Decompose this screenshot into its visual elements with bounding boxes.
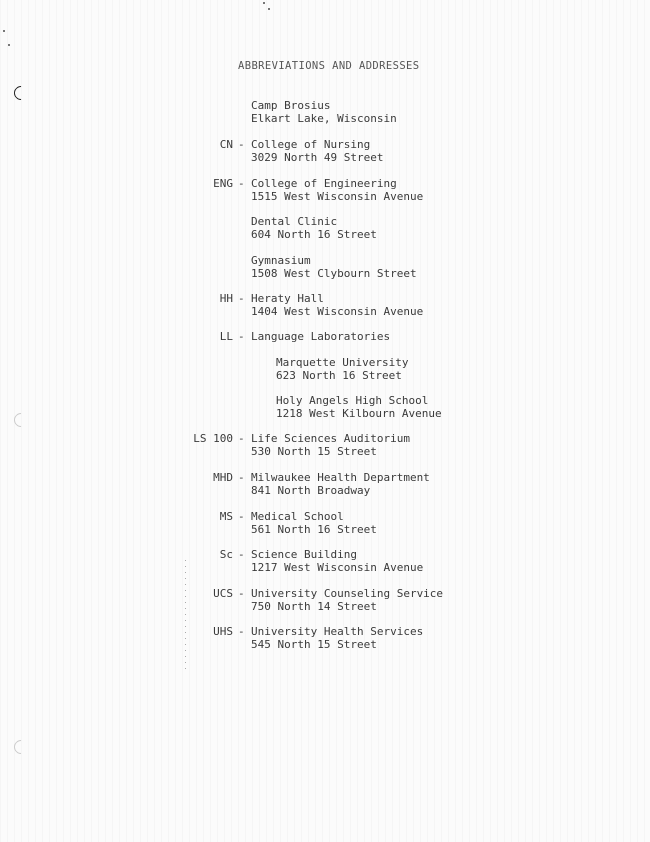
entry-name: Heraty Hall [251,292,324,305]
punch-hole-mark [11,83,31,103]
entry-dash: - [238,625,245,638]
entry-abbreviation: MS [219,510,233,523]
entry-address: Elkart Lake, Wisconsin [251,112,397,125]
entry-address: 1217 West Wisconsin Avenue [251,561,424,574]
entry-name: Marquette University [276,356,409,369]
scan-speck [268,8,270,10]
entry-abbreviation: ENG [213,177,233,190]
entry-name: Language Laboratories [251,330,391,343]
entry-address: 545 North 15 Street [251,638,377,651]
entry-address: 750 North 14 Street [251,600,377,613]
entry-abbreviation: LS 100 [193,432,233,445]
entry-dash: - [238,292,245,305]
entry-address: 604 North 16 Street [251,228,377,241]
entry-abbreviation: UCS [213,587,233,600]
entry-name: University Counseling Service [251,587,444,600]
scan-speck [263,2,265,4]
punch-hole-mark [11,410,31,430]
entry-name: Milwaukee Health Department [251,471,430,484]
punch-hole-mark [11,737,31,757]
entry-abbreviation: LL [219,330,233,343]
entry-name: Science Building [251,548,357,561]
entry-address: 1404 West Wisconsin Avenue [251,305,424,318]
entry-address: 623 North 16 Street [276,369,402,382]
entry-address: 561 North 16 Street [251,523,377,536]
entry-name: Gymnasium [251,254,311,267]
entry-address: 841 North Broadway [251,484,371,497]
entry-address: 1218 West Kilbourn Avenue [276,407,442,420]
entry-dash: - [238,587,245,600]
page-title: ABBREVIATIONS AND ADDRESSES [238,60,420,72]
scan-speck [8,44,10,46]
entry-dash: - [238,138,245,151]
entry-name: College of Nursing [251,138,371,151]
entry-abbreviation: Sc [219,548,233,561]
entry-address: 530 North 15 Street [251,445,377,458]
entry-dash: - [238,177,245,190]
entry-abbreviation: MHD [213,471,233,484]
entry-address: 1515 West Wisconsin Avenue [251,190,424,203]
entry-name: Life Sciences Auditorium [251,432,410,445]
scan-speck [3,30,5,32]
entry-dash: - [238,471,245,484]
entry-dash: - [238,548,245,561]
entry-name: University Health Services [251,625,424,638]
entry-name: College of Engineering [251,177,397,190]
entry-abbreviation: UHS [213,625,233,638]
entry-abbreviation: CN [219,138,233,151]
entry-dash: - [238,432,245,445]
entry-name: Camp Brosius [251,99,331,112]
entry-name: Medical School [251,510,344,523]
margin-artifact [185,560,186,670]
entry-abbreviation: HH [219,292,233,305]
entry-name: Holy Angels High School [276,394,429,407]
entry-dash: - [238,330,245,343]
entry-name: Dental Clinic [251,215,338,228]
entry-dash: - [238,510,245,523]
entry-address: 3029 North 49 Street [251,151,384,164]
entry-address: 1508 West Clybourn Street [251,267,417,280]
